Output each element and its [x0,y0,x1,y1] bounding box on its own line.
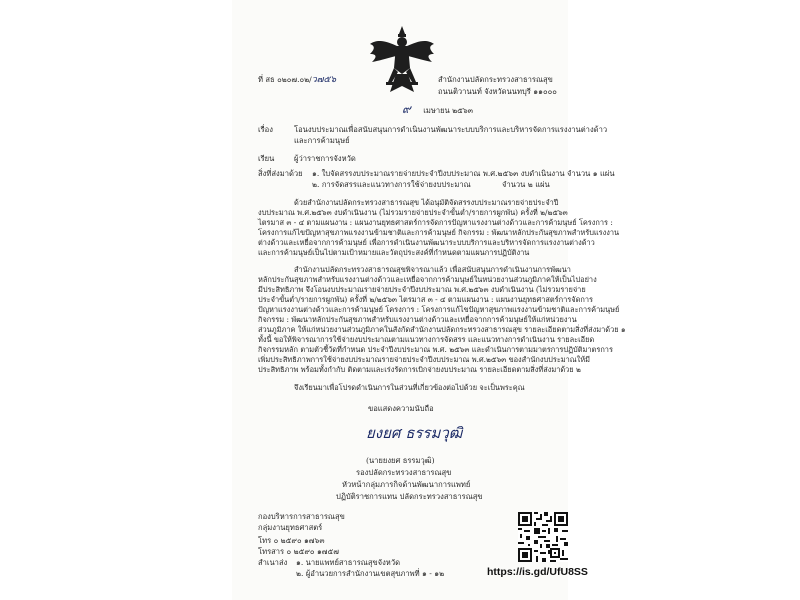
qr-code-icon[interactable] [518,512,568,562]
document-date [402,104,473,116]
to-label: เรียน [258,154,275,163]
body-p2-line: ปัญหาแรงงานต่างด้าวและการค้ามนุษย์ โครงการ : โครงการแก้ไขปัญหาสุขภาพแรงงานข้ามชาติและการค้ามนุษย์ [258,305,620,314]
footer-cc-2: ๒. ผู้อำนวยการสำนักงานเขตสุขภาพที่ ๑ - ๑๒ [296,569,445,578]
body-p1-line: และการค้ามนุษย์เป็นไปตามเป้าหมายและวัตถุประสงค์ที่กำหนดตามแผนการปฏิบัติงาน [258,248,530,257]
office-address: ถนนติวานนท์ จังหวัดนนทบุรี ๑๑๐๐๐ [438,87,557,96]
body-p1-line: ไตรมาส ๓ - ๔ ตามแผนงาน : แผนงานยุทธศาสตร์การจัดการปัญหาแรงงานต่างด้าวและการค้ามนุษย์ โครงการ : [258,218,613,227]
body-p2-line: หลักประกันสุขภาพสำหรับแรงงานต่างด้าวและเหยื่อจากการค้ามนุษย์ในหน่วยงานส่วนภูมิภาคให้เป็นไปอย่าง [258,275,597,284]
footer-division: กองบริหารการสาธารณสุข [258,512,345,521]
signature: ยงยศ ธรรมวุฒิ [366,424,463,442]
enclosure-item-1: ๑. ใบจัดสรรงบประมาณรายจ่ายประจำปีงบประมาณ พ.ศ.๒๕๖๓ งบดำเนินงาน จำนวน ๑ แผ่น [312,169,615,178]
body-p2-line: ทั้งนี้ ขอให้พิจารณาการใช้จ่ายงบประมาณตามแนวทางการจัดสรร และแนวทางการดำเนินงาน รายละเอียด [258,335,595,344]
footer-fax: โทรสาร ๐ ๒๕๙๐ ๑๗๕๗ [258,547,339,556]
qr-code-url[interactable]: https://is.gd/UfU8SS [487,566,588,578]
enclosure-item-2-count: จำนวน ๒ แผ่น [502,180,550,189]
body-p2-line: สำนักงานปลัดกระทรวงสาธารณสุขพิจารณาแล้ว เพื่อสนับสนุนการดำเนินงานการพัฒนา [294,265,571,274]
subject-label: เรื่อง [258,125,273,134]
footer-cc-label: สำเนาส่ง [258,558,288,567]
signer-title-2: หัวหน้ากลุ่มภารกิจด้านพัฒนาการแพทย์ [342,480,471,489]
document-number-prefix: ที่ สธ ๐๒๐๗.๐๒/ [258,75,312,84]
body-p1-line: โครงการแก้ไขปัญหาสุขภาพแรงงานข้ามชาติและการค้ามนุษย์ กิจกรรม : พัฒนาหลักประกันสุขภาพสำหรับแรงงาน [258,228,620,237]
subject-line-2: และการค้ามนุษย์ [294,136,350,145]
closing-respect: ขอแสดงความนับถือ [368,404,434,413]
footer-group: กลุ่มงานยุทธศาสตร์ [258,523,323,532]
garuda-emblem-icon [368,24,436,100]
date-month-year: เมษายน ๒๕๖๓ [423,106,473,115]
date-day-handwritten: ๙ [402,102,411,116]
body-p3: จึงเรียนมาเพื่อโปรดดำเนินการในส่วนที่เกี่ยวข้องต่อไปด้วย จะเป็นพระคุณ [294,383,525,392]
body-p2-line: เพิ่มประสิทธิภาพการใช้จ่ายงบประมาณรายจ่ายประจำปีงบประมาณ พ.ศ.๒๕๖๓ ของสำนักงบประมาณให้มี [258,355,591,364]
document-number-handwritten: ว๗๕๖ [311,75,337,85]
body-p1-line: งบประมาณ พ.ศ.๒๕๖๓ งบดำเนินงาน (ไม่รวมรายจ่ายประจำขั้นต่ำ/รายการผูกพัน) ครั้งที่ ๒/๒๕๖๓ [258,208,568,217]
to-value: ผู้ว่าราชการจังหวัด [294,154,356,163]
subject-line-1: โอนงบประมาณเพื่อสนับสนุนการดำเนินงานพัฒนาระบบบริการและบริหารจัดการแรงงานต่างด้าว [294,125,608,134]
body-p1-line: ต่างด้าวและเหยื่อจากการค้ามนุษย์ เพื่อการดำเนินงานพัฒนาระบบบริการและบริหารจัดการแรงงานต่างด้าว [258,238,595,247]
enclosure-item-2: ๒. การจัดสรรและแนวทางการใช้จ่ายงบประมาณ [312,180,471,189]
footer-phone: โทร ๐ ๒๕๙๐ ๑๗๖๓ [258,536,325,545]
body-p2-line: ส่วนภูมิภาค ให้แก่หน่วยงานส่วนภูมิภาคในสังกัดสำนักงานปลัดกระทรวงสาธารณสุข รายละเอียดตามสิ่งที่ส่งมาด้วย ๑ [258,325,626,334]
body-p1-line: ด้วยสำนักงานปลัดกระทรวงสาธารณสุข ได้อนุมัติจัดสรรงบประมาณรายจ่ายประจำปี [294,198,559,207]
issuing-office: สำนักงานปลัดกระทรวงสาธารณสุข [438,75,553,84]
signer-title-3: ปฏิบัติราชการแทน ปลัดกระทรวงสาธารณสุข [336,492,483,501]
body-p2-line: ประจำขั้นต่ำ/รายการผูกพัน) ครั้งที่ ๒/๒๕๖๓ ไตรมาส ๓ - ๔ ตามแผนงาน : แผนงานยุทธศาสตร์การจัดการ [258,295,593,304]
body-p2-line: กิจกรรมหลัก ตามตัวชี้วัดที่กำหนด ประจำปีงบประมาณ พ.ศ. ๒๕๖๓ และดำเนินการตามมาตรการปฏิบัติมาตรการ [258,345,613,354]
signer-name: (นายยงยศ ธรรมวุฒิ) [366,456,435,465]
body-p2-line: ประสิทธิภาพ พร้อมทั้งกำกับ ติดตามและเร่งรัดการเบิกจ่ายงบประมาณ รายละเอียดตามสิ่งที่ส่งมาด้วย ๒ [258,365,581,374]
enclosures-label: สิ่งที่ส่งมาด้วย [258,169,303,178]
footer-cc-1: ๑. นายแพทย์สาธารณสุขจังหวัด [296,558,401,567]
document-number [258,75,336,85]
signer-title-1: รองปลัดกระทรวงสาธารณสุข [356,468,452,477]
body-p2-line: มีประสิทธิภาพ จึงโอนงบประมาณรายจ่ายประจำปีงบประมาณ พ.ศ.๒๕๖๓ งบดำเนินงาน (ไม่รวมรายจ่าย [258,285,586,294]
body-p2-line: กิจกรรม : พัฒนาหลักประกันสุขภาพสำหรับแรงงานต่างด้าวและเหยื่อจากการค้ามนุษย์ให้แก่หน่วยงาน [258,315,577,324]
